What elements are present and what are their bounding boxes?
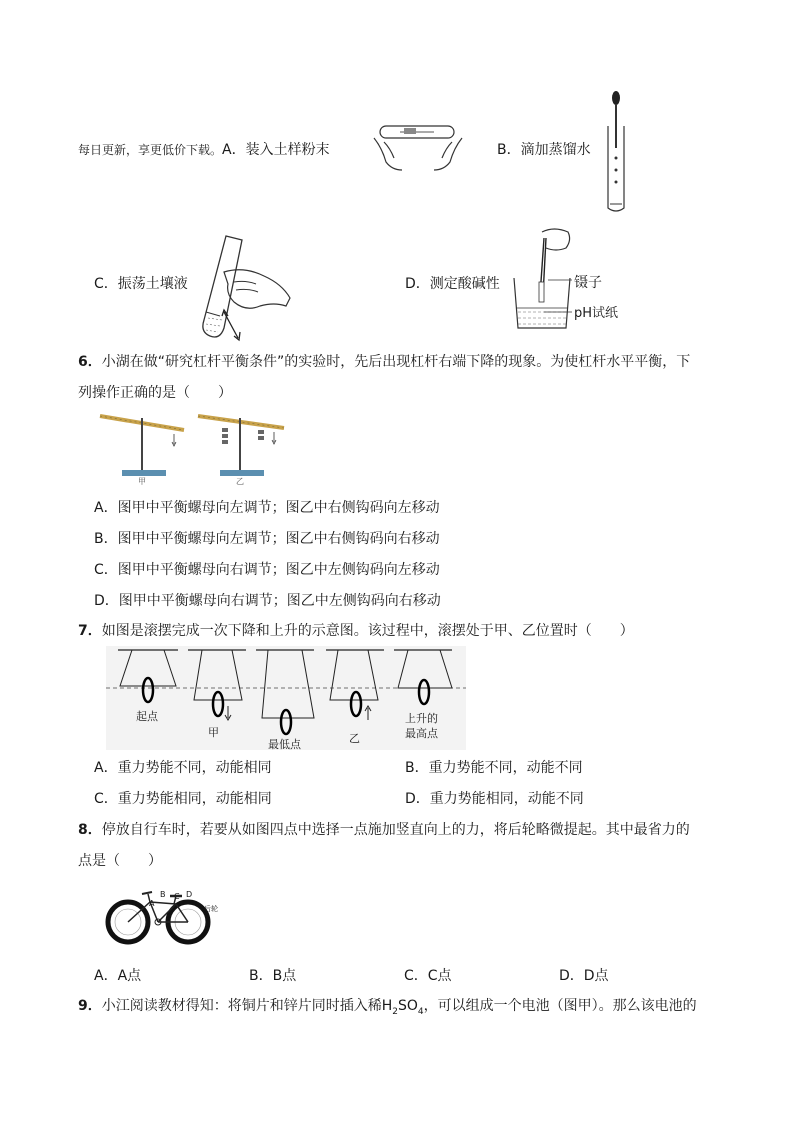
q8-option-d: D．D点 <box>559 968 609 984</box>
q6-number: 6． <box>78 354 102 370</box>
tweezers-label: 镊子 <box>574 275 602 291</box>
q6-stem-line2: 列操作正确的是（ ） <box>78 385 232 401</box>
q6-option-d: D．图甲中平衡螺母向右调节；图乙中左侧钩码向右移动 <box>94 593 441 609</box>
lever-figure-jia <box>96 412 188 484</box>
bicycle-figure <box>104 888 234 948</box>
q7-number: 7． <box>78 623 102 639</box>
bike-rear-label: 后轮 <box>204 905 218 913</box>
label-yi: 乙 <box>349 732 360 745</box>
q5-option-c: C．振荡土壤液 <box>94 276 188 292</box>
q5-option-b: B．滴加蒸馏水 <box>497 142 591 158</box>
q8-number: 8． <box>78 822 102 838</box>
lever-label-yi: 乙 <box>236 477 244 486</box>
q9-formula-so-sub: 4 <box>417 1006 424 1017</box>
q6-option-a: A．图甲中平衡螺母向左调节；图乙中右侧钩码向左移动 <box>94 500 440 516</box>
q9-formula-h-sub: 2 <box>392 1006 399 1017</box>
q5-prefix-text: 每日更新，享更低价下载。 <box>78 143 223 157</box>
bike-point-b: B <box>160 890 166 899</box>
bike-point-d: D <box>186 890 193 899</box>
q5-option-a: A．装入土样粉末 <box>222 142 330 158</box>
q5-option-d: D．测定酸碱性 <box>405 276 500 292</box>
shake-tube-figure <box>194 232 294 344</box>
label-rise2: 最高点 <box>405 727 438 740</box>
lever-figure-yi <box>194 412 288 484</box>
q7-stem: 如图是滚摆完成一次下降和上升的示意图。该过程中，滚摆处于甲、乙位置时（ ） <box>101 623 634 639</box>
q7-option-c: C．重力势能相同，动能相同 <box>94 791 272 807</box>
bike-point-a: A <box>149 899 155 908</box>
q7-option-a: A．重力势能不同，动能相同 <box>94 760 272 776</box>
q8-stem-line2: 点是（ ） <box>78 853 162 869</box>
q8-option-a: A．A点 <box>94 968 142 984</box>
q9-stem-after: ，可以组成一个电池（图甲）。那么该电池的 <box>423 998 697 1014</box>
q7-option-b: B．重力势能不同，动能不同 <box>405 760 583 776</box>
q8-stem-line1: 停放自行车时，若要从如图四点中选择一点施加竖直向上的力，将后轮略微提起。其中最省力的 <box>101 822 690 838</box>
ph-paper-label: pH试纸 <box>574 306 619 321</box>
label-lowest: 最低点 <box>268 738 301 751</box>
q6-stem-line1: 小湖在做“研究杠杆平衡条件”的实验时，先后出现杠杆右端下降的现象。为使杠杆水平平衡，下 <box>101 354 691 370</box>
label-rise1: 上升的 <box>405 712 438 725</box>
label-jia: 甲 <box>208 726 219 739</box>
hands-tube-figure <box>372 118 464 174</box>
bike-point-c: C <box>174 892 180 901</box>
beaker-ph-figure <box>510 226 572 330</box>
q6-option-c: C．图甲中平衡螺母向右调节；图乙中左侧钩码向左移动 <box>94 562 440 578</box>
label-start: 起点 <box>136 710 158 723</box>
q9-number: 9． <box>78 998 102 1014</box>
q8-option-c: C．C点 <box>404 968 452 984</box>
dropper-tube-figure <box>604 90 628 214</box>
q8-option-b: B．B点 <box>249 968 297 984</box>
q6-option-b: B．图甲中平衡螺母向左调节；图乙中右侧钩码向右移动 <box>94 531 440 547</box>
q9-stem-before: 小江阅读教材得知：将铜片和锌片同时插入稀 <box>101 998 382 1014</box>
q9-formula-h: H <box>381 998 393 1014</box>
q7-option-d: D．重力势能相同，动能不同 <box>405 791 584 807</box>
q9-formula-so: SO <box>398 998 418 1014</box>
lever-label-jia: 甲 <box>138 477 146 486</box>
